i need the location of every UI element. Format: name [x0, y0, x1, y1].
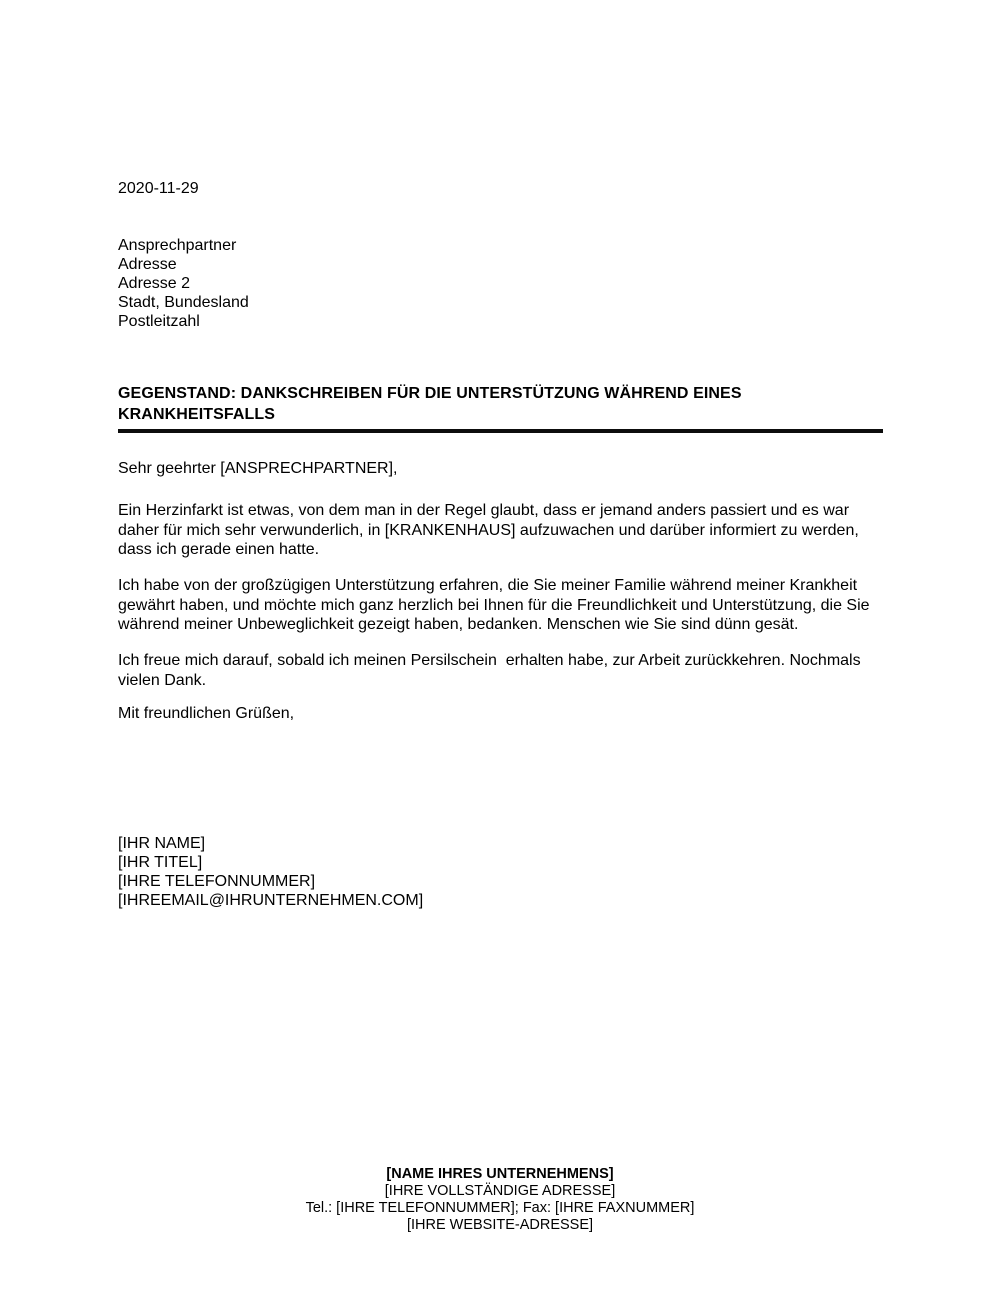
signature-title-placeholder: [IHR TITEL]	[118, 854, 203, 871]
footer-company-address: [IHRE VOLLSTÄNDIGE ADRESSE]	[384, 1183, 616, 1199]
recipient-address-block	[118, 236, 249, 331]
signature-name-placeholder: [IHR NAME]	[118, 835, 206, 852]
salutation-line: Sehr geehrter [ANSPRECHPARTNER],	[118, 460, 398, 477]
body-paragraph-1: Ein Herzinfarkt ist etwas, von dem man in der Regel glaubt, dass er jemand anders passiert und es war daher für mich sehr verwunderlich, in [KRANKENHAUS] aufzuwachen und darüber informiert zu werden, dass ich gerade einen hatte.	[118, 502, 864, 558]
body-paragraph-3: Ich freue mich darauf, sobald ich meinen Persilschein erhalten habe, zur Arbeit zurückkehren. Nochmals vielen Dank.	[118, 652, 866, 689]
recipient-city-state: Stadt, Bundesland	[118, 294, 249, 311]
letter-date: 2020-11-29	[118, 180, 199, 197]
subject-divider-rule	[118, 429, 883, 433]
signature-phone-placeholder: [IHRE TELEFONNUMMER]	[118, 873, 316, 890]
footer-phone-fax: Tel.: [IHRE TELEFONNUMMER]; Fax: [IHRE FAXNUMMER]	[305, 1200, 695, 1216]
body-paragraph-2: Ich habe von der großzügigen Unterstützung erfahren, die Sie meiner Familie während meiner Krankheit gewährt haben, und möchte mich ganz herzlich bei Ihnen für die Freundlichkeit und Unterstützung, die Sie während meiner Unbeweglichkeit gezeigt haben, bedanken. Menschen wie Sie sind dünn gesät.	[118, 577, 875, 633]
subject-heading: GEGENSTAND: DANKSCHREIBEN FÜR DIE UNTERSTÜTZUNG WÄHREND EINES KRANKHEITSFALLS	[118, 385, 742, 423]
footer-company-name: [NAME IHRES UNTERNEHMENS]	[386, 1166, 614, 1182]
recipient-address-line-2: Adresse 2	[118, 275, 191, 292]
footer-website: [IHRE WEBSITE-ADRESSE]	[406, 1217, 594, 1233]
signature-email-placeholder: [IHREEMAIL@IHRUNTERNEHMEN.COM]	[118, 892, 424, 909]
closing-line: Mit freundlichen Grüßen,	[118, 705, 295, 722]
signature-block	[118, 834, 423, 910]
recipient-contact-person: Ansprechpartner	[118, 237, 237, 254]
company-footer-block	[0, 1166, 1000, 1234]
recipient-address-line-1: Adresse	[118, 256, 177, 273]
recipient-postal-code: Postleitzahl	[118, 313, 200, 330]
